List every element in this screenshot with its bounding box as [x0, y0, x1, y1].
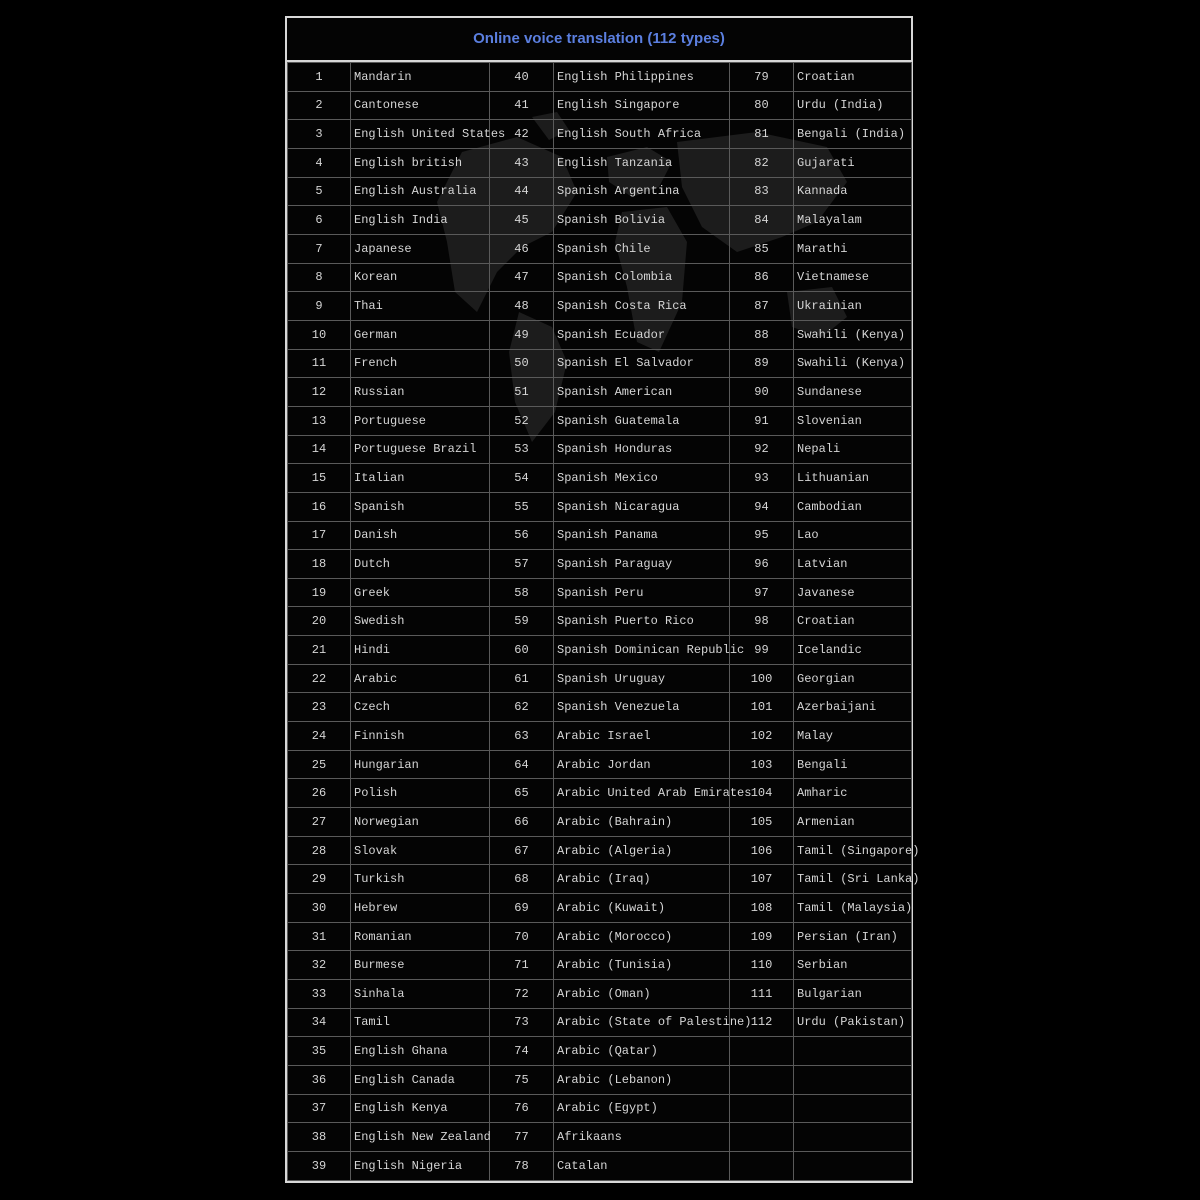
language-name: Gujarati: [794, 148, 912, 177]
language-name: [794, 1065, 912, 1094]
language-number: 69: [490, 894, 554, 923]
language-number: 1: [288, 63, 351, 92]
language-name: Croatian: [794, 607, 912, 636]
language-number: 25: [288, 750, 351, 779]
table-row: [288, 435, 912, 464]
table-row: [288, 1151, 912, 1180]
language-name: Italian: [351, 464, 490, 493]
language-name: Russian: [351, 378, 490, 407]
language-number: 67: [490, 836, 554, 865]
language-number: 74: [490, 1037, 554, 1066]
language-number: 34: [288, 1008, 351, 1037]
language-name: Arabic United Arab Emirates: [554, 779, 730, 808]
language-number: 81: [730, 120, 794, 149]
language-name: [794, 1094, 912, 1123]
language-number: 48: [490, 292, 554, 321]
language-number: 17: [288, 521, 351, 550]
table-row: [288, 607, 912, 636]
language-name: Swedish: [351, 607, 490, 636]
language-name: Finnish: [351, 722, 490, 751]
language-name: Portuguese: [351, 406, 490, 435]
language-name: Spanish Panama: [554, 521, 730, 550]
table-row: [288, 664, 912, 693]
language-number: [730, 1123, 794, 1152]
language-name: Burmese: [351, 951, 490, 980]
language-number: 39: [288, 1151, 351, 1180]
language-name: English Tanzania: [554, 148, 730, 177]
language-name: English India: [351, 206, 490, 235]
language-name: Nepali: [794, 435, 912, 464]
language-number: [730, 1037, 794, 1066]
language-name: Dutch: [351, 550, 490, 579]
language-name: Slovenian: [794, 406, 912, 435]
language-number: 109: [730, 922, 794, 951]
language-name: Urdu (Pakistan): [794, 1008, 912, 1037]
language-number: 62: [490, 693, 554, 722]
language-name: Spanish Costa Rica: [554, 292, 730, 321]
language-number: 32: [288, 951, 351, 980]
language-number: 78: [490, 1151, 554, 1180]
language-number: 37: [288, 1094, 351, 1123]
table-row: [288, 464, 912, 493]
language-number: [730, 1151, 794, 1180]
language-number: 29: [288, 865, 351, 894]
language-name: Mandarin: [351, 63, 490, 92]
table-row: [288, 922, 912, 951]
table-row: [288, 1123, 912, 1152]
language-name: Javanese: [794, 578, 912, 607]
table-row: [288, 980, 912, 1009]
language-name: Marathi: [794, 234, 912, 263]
language-name: Bengali: [794, 750, 912, 779]
table-row: [288, 636, 912, 665]
table-row: [288, 836, 912, 865]
language-name: Spanish Puerto Rico: [554, 607, 730, 636]
language-number: 6: [288, 206, 351, 235]
language-name: [794, 1037, 912, 1066]
language-number: 56: [490, 521, 554, 550]
language-name: Azerbaijani: [794, 693, 912, 722]
language-name: Portuguese Brazil: [351, 435, 490, 464]
language-name: Arabic (Qatar): [554, 1037, 730, 1066]
language-name: Arabic (Egypt): [554, 1094, 730, 1123]
table-row: [288, 951, 912, 980]
language-number: 75: [490, 1065, 554, 1094]
language-number: 71: [490, 951, 554, 980]
language-name: Spanish Uruguay: [554, 664, 730, 693]
table-row: [288, 521, 912, 550]
table-row: [288, 63, 912, 92]
language-number: 18: [288, 550, 351, 579]
language-number: 82: [730, 148, 794, 177]
language-number: 20: [288, 607, 351, 636]
language-name: Greek: [351, 578, 490, 607]
language-number: 89: [730, 349, 794, 378]
language-name: Thai: [351, 292, 490, 321]
language-name: Arabic Israel: [554, 722, 730, 751]
language-number: 41: [490, 91, 554, 120]
language-name: Latvian: [794, 550, 912, 579]
language-number: 93: [730, 464, 794, 493]
language-name: Tamil (Singapore): [794, 836, 912, 865]
language-number: 100: [730, 664, 794, 693]
language-name: Spanish El Salvador: [554, 349, 730, 378]
language-number: 22: [288, 664, 351, 693]
language-name: Serbian: [794, 951, 912, 980]
language-name: German: [351, 320, 490, 349]
language-name: Swahili (Kenya): [794, 320, 912, 349]
table-row: [288, 148, 912, 177]
language-name: Spanish Argentina: [554, 177, 730, 206]
language-name: French: [351, 349, 490, 378]
language-number: 104: [730, 779, 794, 808]
language-number: 52: [490, 406, 554, 435]
language-name: Tamil: [351, 1008, 490, 1037]
language-name: Polish: [351, 779, 490, 808]
language-name: Spanish Honduras: [554, 435, 730, 464]
language-number: 46: [490, 234, 554, 263]
language-number: 63: [490, 722, 554, 751]
language-number: 12: [288, 378, 351, 407]
language-name: Spanish: [351, 492, 490, 521]
language-number: 31: [288, 922, 351, 951]
language-number: 15: [288, 464, 351, 493]
language-name: English United States: [351, 120, 490, 149]
language-number: 84: [730, 206, 794, 235]
table-row: [288, 1037, 912, 1066]
language-name: Cambodian: [794, 492, 912, 521]
language-number: 19: [288, 578, 351, 607]
language-number: 111: [730, 980, 794, 1009]
language-number: 30: [288, 894, 351, 923]
language-name: Arabic (Iraq): [554, 865, 730, 894]
language-name: Bengali (India): [794, 120, 912, 149]
language-number: 64: [490, 750, 554, 779]
language-number: 54: [490, 464, 554, 493]
language-name: Catalan: [554, 1151, 730, 1180]
table-row: [288, 406, 912, 435]
language-number: 73: [490, 1008, 554, 1037]
language-number: 16: [288, 492, 351, 521]
page-title: Online voice translation (112 types): [287, 18, 911, 62]
language-name: English british: [351, 148, 490, 177]
language-number: 95: [730, 521, 794, 550]
language-number: 44: [490, 177, 554, 206]
language-name: Arabic Jordan: [554, 750, 730, 779]
language-name: Spanish Guatemala: [554, 406, 730, 435]
language-number: 79: [730, 63, 794, 92]
language-name: Spanish Bolivia: [554, 206, 730, 235]
language-name: Urdu (India): [794, 91, 912, 120]
language-name: Arabic (Tunisia): [554, 951, 730, 980]
language-number: 97: [730, 578, 794, 607]
language-number: 87: [730, 292, 794, 321]
table-row: [288, 234, 912, 263]
language-number: 91: [730, 406, 794, 435]
language-number: 57: [490, 550, 554, 579]
language-name: Czech: [351, 693, 490, 722]
language-name: Cantonese: [351, 91, 490, 120]
language-number: 76: [490, 1094, 554, 1123]
language-number: 98: [730, 607, 794, 636]
language-name: Arabic (Algeria): [554, 836, 730, 865]
language-number: 77: [490, 1123, 554, 1152]
table-row: [288, 120, 912, 149]
language-name: Malay: [794, 722, 912, 751]
table-row: [288, 292, 912, 321]
language-name: Tamil (Sri Lanka): [794, 865, 912, 894]
language-name: Slovak: [351, 836, 490, 865]
language-name: Spanish Chile: [554, 234, 730, 263]
language-name: English Nigeria: [351, 1151, 490, 1180]
language-name: Swahili (Kenya): [794, 349, 912, 378]
table-row: [288, 349, 912, 378]
language-name: [794, 1151, 912, 1180]
language-number: 80: [730, 91, 794, 120]
table-row: [288, 177, 912, 206]
language-number: 59: [490, 607, 554, 636]
table-row: [288, 91, 912, 120]
language-name: Icelandic: [794, 636, 912, 665]
language-name: English Australia: [351, 177, 490, 206]
language-number: 72: [490, 980, 554, 1009]
language-number: 50: [490, 349, 554, 378]
language-number: [730, 1094, 794, 1123]
language-number: 86: [730, 263, 794, 292]
table-row: [288, 865, 912, 894]
table-row: [288, 1008, 912, 1037]
language-number: 92: [730, 435, 794, 464]
language-name: Arabic (Lebanon): [554, 1065, 730, 1094]
language-number: 11: [288, 349, 351, 378]
language-number: 3: [288, 120, 351, 149]
language-number: 38: [288, 1123, 351, 1152]
language-number: 7: [288, 234, 351, 263]
language-name: Korean: [351, 263, 490, 292]
table-row: [288, 320, 912, 349]
table-row: [288, 894, 912, 923]
language-name: English Singapore: [554, 91, 730, 120]
language-number: 105: [730, 808, 794, 837]
table-row: [288, 808, 912, 837]
language-number: 65: [490, 779, 554, 808]
language-number: 51: [490, 378, 554, 407]
language-number: 10: [288, 320, 351, 349]
language-number: 26: [288, 779, 351, 808]
language-name: Danish: [351, 521, 490, 550]
language-number: 36: [288, 1065, 351, 1094]
language-name: Vietnamese: [794, 263, 912, 292]
language-name: Hungarian: [351, 750, 490, 779]
language-name: Spanish Ecuador: [554, 320, 730, 349]
language-name: Armenian: [794, 808, 912, 837]
language-name: Malayalam: [794, 206, 912, 235]
table-row: [288, 1094, 912, 1123]
language-number: 90: [730, 378, 794, 407]
language-name: Norwegian: [351, 808, 490, 837]
table-row: [288, 550, 912, 579]
language-name: Kannada: [794, 177, 912, 206]
language-name: English Philippines: [554, 63, 730, 92]
language-name: Spanish Colombia: [554, 263, 730, 292]
language-name: English Kenya: [351, 1094, 490, 1123]
language-number: 96: [730, 550, 794, 579]
language-number: 35: [288, 1037, 351, 1066]
language-number: 102: [730, 722, 794, 751]
language-number: 5: [288, 177, 351, 206]
language-number: 27: [288, 808, 351, 837]
language-number: 66: [490, 808, 554, 837]
language-number: [730, 1065, 794, 1094]
language-number: 61: [490, 664, 554, 693]
language-number: 58: [490, 578, 554, 607]
language-name: Spanish Dominican Republic: [554, 636, 730, 665]
language-number: 107: [730, 865, 794, 894]
language-name: English Ghana: [351, 1037, 490, 1066]
language-number: 101: [730, 693, 794, 722]
language-name: Persian (Iran): [794, 922, 912, 951]
language-number: 110: [730, 951, 794, 980]
language-number: 24: [288, 722, 351, 751]
language-name: [794, 1123, 912, 1152]
language-name: Spanish American: [554, 378, 730, 407]
language-list-panel: [285, 16, 920, 1183]
language-name: Arabic (Morocco): [554, 922, 730, 951]
language-name: Spanish Venezuela: [554, 693, 730, 722]
language-name: Romanian: [351, 922, 490, 951]
language-number: 85: [730, 234, 794, 263]
language-number: 60: [490, 636, 554, 665]
language-name: Spanish Paraguay: [554, 550, 730, 579]
language-name: Afrikaans: [554, 1123, 730, 1152]
language-number: 83: [730, 177, 794, 206]
table-row: [288, 779, 912, 808]
language-name: Lithuanian: [794, 464, 912, 493]
language-number: 28: [288, 836, 351, 865]
language-number: 14: [288, 435, 351, 464]
language-name: Spanish Peru: [554, 578, 730, 607]
table-row: [288, 378, 912, 407]
table-row: [288, 1065, 912, 1094]
language-number: 55: [490, 492, 554, 521]
language-number: 33: [288, 980, 351, 1009]
language-name: Bulgarian: [794, 980, 912, 1009]
language-number: 13: [288, 406, 351, 435]
language-number: 68: [490, 865, 554, 894]
language-number: 42: [490, 120, 554, 149]
language-name: Sundanese: [794, 378, 912, 407]
language-name: Spanish Mexico: [554, 464, 730, 493]
language-name: Sinhala: [351, 980, 490, 1009]
table-row: [288, 722, 912, 751]
language-number: 9: [288, 292, 351, 321]
table-row: [288, 578, 912, 607]
table-row: [288, 750, 912, 779]
language-name: Tamil (Malaysia): [794, 894, 912, 923]
language-number: 94: [730, 492, 794, 521]
language-number: 70: [490, 922, 554, 951]
language-name: Arabic (Oman): [554, 980, 730, 1009]
language-name: English New Zealand: [351, 1123, 490, 1152]
language-number: 108: [730, 894, 794, 923]
language-number: 21: [288, 636, 351, 665]
table-row: [288, 492, 912, 521]
language-number: 8: [288, 263, 351, 292]
language-name: Turkish: [351, 865, 490, 894]
language-number: 47: [490, 263, 554, 292]
language-name: Lao: [794, 521, 912, 550]
table-row: [288, 263, 912, 292]
language-name: Arabic (Bahrain): [554, 808, 730, 837]
language-name: Georgian: [794, 664, 912, 693]
language-name: Japanese: [351, 234, 490, 263]
table-row: [288, 206, 912, 235]
language-number: 49: [490, 320, 554, 349]
language-number: 4: [288, 148, 351, 177]
language-name: English Canada: [351, 1065, 490, 1094]
language-name: Arabic (Kuwait): [554, 894, 730, 923]
language-number: 103: [730, 750, 794, 779]
language-number: 106: [730, 836, 794, 865]
language-name: Spanish Nicaragua: [554, 492, 730, 521]
language-number: 45: [490, 206, 554, 235]
language-name: Amharic: [794, 779, 912, 808]
language-table: [287, 62, 920, 1181]
language-number: 99: [730, 636, 794, 665]
language-name: English South Africa: [554, 120, 730, 149]
language-number: 112: [730, 1008, 794, 1037]
table-row: [288, 693, 912, 722]
language-number: 2: [288, 91, 351, 120]
language-number: 43: [490, 148, 554, 177]
language-name: Arabic: [351, 664, 490, 693]
language-number: 88: [730, 320, 794, 349]
language-name: Ukrainian: [794, 292, 912, 321]
language-number: 40: [490, 63, 554, 92]
language-name: Hindi: [351, 636, 490, 665]
language-name: Arabic (State of Palestine): [554, 1008, 730, 1037]
language-number: 23: [288, 693, 351, 722]
language-name: Hebrew: [351, 894, 490, 923]
language-number: 53: [490, 435, 554, 464]
language-name: Croatian: [794, 63, 912, 92]
